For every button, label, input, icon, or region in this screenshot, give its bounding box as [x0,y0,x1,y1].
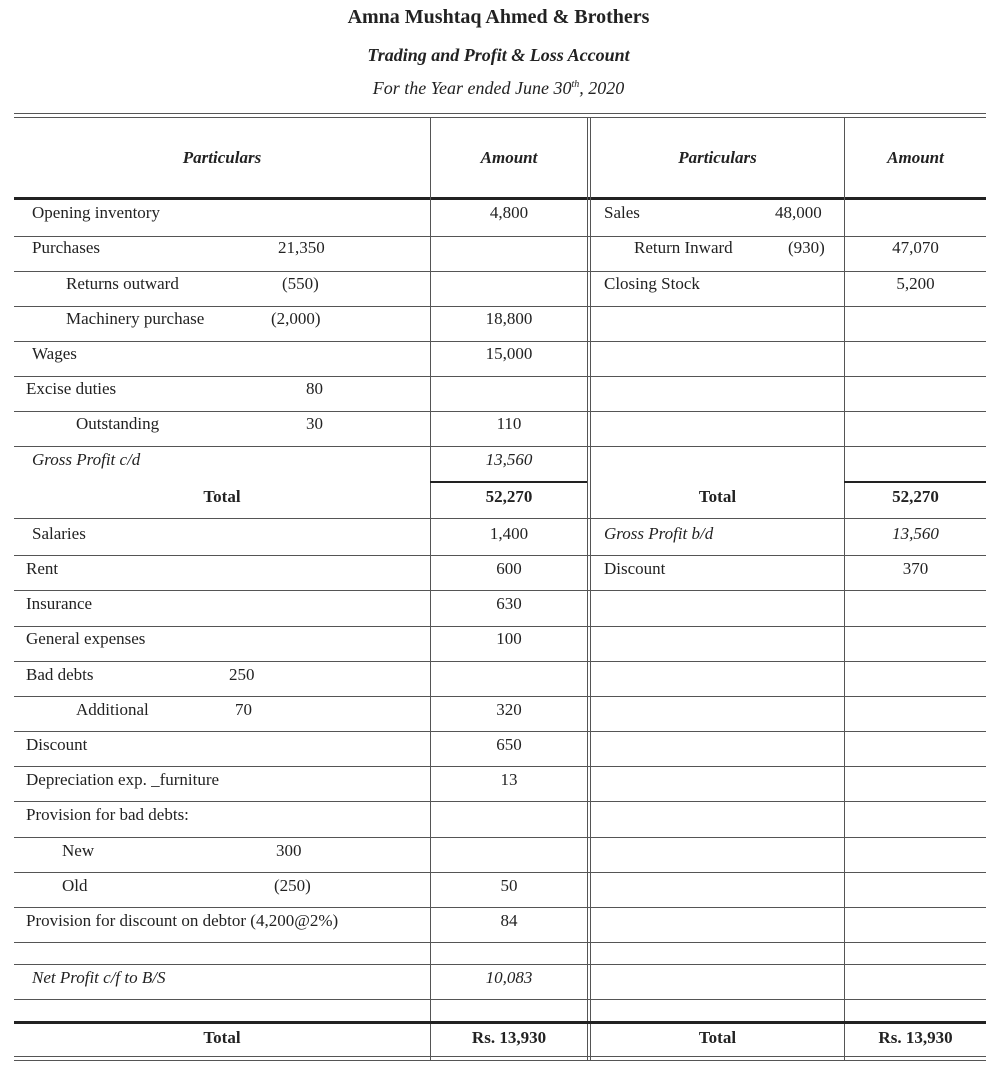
table-row-subamount: (930) [788,238,825,257]
pl-total-label-right: Total [698,1028,737,1047]
net-profit-label: Net Profit c/f to B/S [32,968,166,987]
table-row-amount: 15,000 [485,344,533,363]
table-row-subamount: 250 [229,665,255,684]
table-row-label: Closing Stock [604,274,700,293]
trading-total-amount-left: 52,270 [485,487,533,506]
table-row-subamount: 48,000 [775,203,822,222]
gross-profit-bd-label: Gross Profit b/d [604,524,714,543]
left-amount-header: Amount [480,148,538,167]
table-row-subamount: 300 [276,841,302,860]
trading-total-label-right: Total [698,487,737,506]
table-row-label: General expenses [26,629,146,648]
table-row-subamount: 80 [306,379,323,398]
table-row-label: Depreciation exp. _furniture [26,770,220,789]
table-row-label: Discount [604,559,666,578]
table-row-amount: 370 [902,559,929,578]
gross-profit-bd-amount: 13,560 [892,524,939,543]
table-row-amount: 320 [496,700,522,719]
table-row-label: Returns outward [66,274,179,293]
table-row-amount: 650 [496,735,522,754]
table-row-label: Machinery purchase [66,309,205,328]
statement-title: Trading and Profit & Loss Account [367,45,630,65]
table-row-label: Bad debts [26,665,94,684]
table-row-subamount: 70 [235,700,252,719]
table-row-subamount: (250) [274,876,311,895]
table-row-subamount: 21,350 [278,238,325,257]
table-row-label: Return Inward [634,238,733,257]
table-row-label: Purchases [32,238,100,257]
table-row-label: Insurance [26,594,93,613]
pl-total-label-left: Total [203,1028,241,1047]
table-row-amount: 630 [496,594,522,613]
table-row-label: Old [62,876,88,895]
table-row-label: Discount [26,735,88,754]
table-row-amount: 100 [496,629,522,648]
gross-profit-cd-amount: 13,560 [485,450,533,469]
company-name: Amna Mushtaq Ahmed & Brothers [347,6,650,28]
left-particulars-header: Particulars [182,148,262,167]
table-row-subamount: (550) [282,274,319,293]
table-row-label: Outstanding [76,414,160,433]
table-row-label: Additional [76,700,149,719]
net-profit-amount: 10,083 [485,968,533,987]
table-row-amount: 47,070 [892,238,939,257]
right-amount-header: Amount [887,148,944,167]
table-row-amount: 5,200 [896,274,935,293]
statement-period: For the Year ended June 30th, 2020 [372,78,625,98]
table-row-label: Salaries [32,524,86,543]
table-row-amount: 110 [496,414,522,433]
table-row-amount: 84 [500,911,518,930]
table-row-label: Excise duties [26,379,117,398]
table-row-amount: 13 [500,770,518,789]
table-row-label: Sales [604,203,640,222]
table-row-amount: 50 [500,876,518,895]
table-row-subamount: (2,000) [271,309,321,328]
table-row-amount: 18,800 [485,309,533,328]
table-row-label: Provision for discount on debtor (4,200@2%) [26,911,339,930]
table-row-amount: 1,400 [489,524,529,543]
table-row-label: Wages [32,344,77,363]
table-row-amount: 600 [496,559,522,578]
table-row-label: New [62,841,95,860]
pl-total-amount-right: Rs. 13,930 [878,1028,953,1047]
table-row-subamount: 30 [306,414,323,433]
trading-total-label-left: Total [203,487,241,506]
table-row-amount: 4,800 [489,203,529,222]
right-particulars-header: Particulars [678,148,757,167]
gross-profit-cd-label: Gross Profit c/d [32,450,141,469]
table-row-label: Opening inventory [32,203,160,222]
table-row-label: Rent [26,559,59,578]
pl-total-amount-left: Rs. 13,930 [471,1028,547,1047]
table-row-label: Provision for bad debts: [26,805,189,824]
trading-total-amount-right: 52,270 [892,487,939,506]
